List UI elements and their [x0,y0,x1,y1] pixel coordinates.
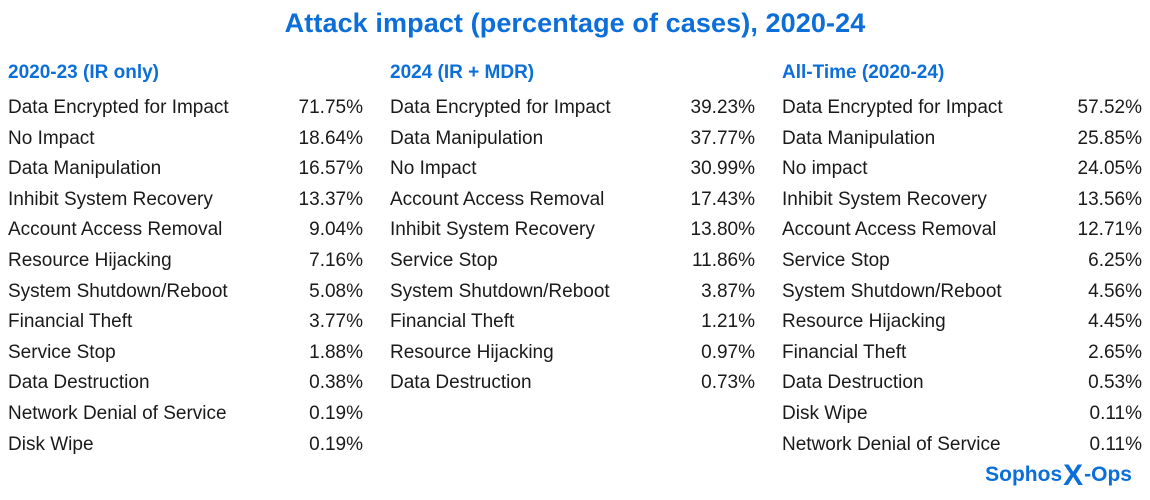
table-row [8,430,363,461]
row-label: Financial Theft [390,311,515,333]
row-label: Data Destruction [782,372,924,394]
table-row [782,368,1142,399]
column-all-time [782,62,1150,460]
row-value: 1.21% [701,311,755,333]
row-value: 4.45% [1088,311,1142,333]
logo-ops-text: -Ops [1084,463,1132,486]
row-label: No Impact [8,127,95,149]
table-row [390,338,755,369]
row-value: 17.43% [690,188,755,210]
table-row [8,124,363,155]
column-rows [782,93,1150,460]
table-row [8,338,363,369]
row-label: Resource Hijacking [390,341,554,363]
table-row [782,338,1142,369]
table-row [782,124,1142,155]
row-value: 1.88% [309,341,363,363]
page-title: Attack impact (percentage of cases), 2020-24 [284,8,866,38]
row-value: 4.56% [1088,280,1142,302]
row-value: 0.38% [309,372,363,394]
row-value: 3.87% [701,280,755,302]
row-label: System Shutdown/Reboot [390,280,610,302]
column-rows [390,93,782,399]
row-label: Data Manipulation [390,127,544,149]
table-row [8,185,363,216]
row-label: Data Encrypted for Impact [782,97,1003,118]
row-value: 7.16% [309,249,363,271]
table-row [8,215,363,246]
row-label: Network Denial of Service [782,433,1001,455]
row-label: Account Access Removal [390,188,605,210]
row-value: 11.86% [691,249,755,271]
table-row [782,399,1142,430]
table-row [8,246,363,277]
table-row [390,185,755,216]
row-value: 25.85% [1077,127,1142,149]
table-row [782,246,1142,277]
row-value: 16.57% [298,158,363,180]
table-row [390,124,755,155]
table-row [390,154,755,185]
row-label: Financial Theft [8,311,133,333]
row-label: Data Encrypted for Impact [8,97,229,118]
row-label: Resource Hijacking [8,249,172,271]
row-value: 13.56% [1077,188,1142,210]
row-value: 0.19% [309,433,363,455]
table-row [390,368,755,399]
sophos-x-ops-logo [985,460,1132,490]
table-row [8,368,363,399]
row-value: 9.04% [309,219,363,241]
table-row [8,277,363,308]
row-value: 0.11% [1089,402,1142,424]
row-value: 0.53% [1088,372,1142,394]
row-label: Inhibit System Recovery [390,219,595,241]
row-label: Data Destruction [8,372,150,394]
row-label: Financial Theft [782,341,907,363]
table-row [390,215,755,246]
row-label: Resource Hijacking [782,311,946,333]
row-label: System Shutdown/Reboot [782,280,1002,302]
table-row [782,185,1142,216]
row-value: 13.37% [298,188,363,210]
table-row [390,246,755,277]
row-label: No impact [782,158,868,180]
row-label: Service Stop [782,249,890,271]
table-row [782,93,1142,124]
row-label: Data Destruction [390,372,532,394]
row-label: Data Manipulation [8,158,162,180]
impact-table [0,62,1150,460]
row-value: 30.99% [690,158,755,180]
row-value: 0.73% [701,372,755,394]
row-label: Service Stop [8,341,116,363]
row-value: 0.11% [1089,433,1142,455]
row-value: 5.08% [309,280,363,302]
row-label: Disk Wipe [8,433,94,455]
row-label: Data Encrypted for Impact [390,97,611,118]
table-row [390,93,755,124]
row-label: Account Access Removal [782,219,997,241]
table-row [8,399,363,430]
table-row [8,154,363,185]
row-value: 6.25% [1088,249,1142,271]
row-label: Inhibit System Recovery [782,188,987,210]
row-label: Service Stop [390,249,498,271]
logo-sophos-text: Sophos [985,463,1063,486]
row-label: Network Denial of Service [8,402,227,424]
row-value: 37.77% [690,127,755,149]
table-row [782,307,1142,338]
column-header: All-Time (2020-24) [782,62,945,83]
row-value: 24.05% [1077,158,1142,180]
column-header: 2020-23 (IR only) [8,62,159,83]
table-row [782,277,1142,308]
row-value: 2.65% [1088,341,1142,363]
column-2024 [390,62,782,460]
row-value: 13.80% [690,219,755,241]
row-label: Disk Wipe [782,402,868,424]
logo-x-icon: X [1063,459,1084,492]
row-label: Account Access Removal [8,219,223,241]
table-row [782,215,1142,246]
table-row [782,430,1142,461]
table-row [390,277,755,308]
column-2020-23 [0,62,390,460]
row-label: Inhibit System Recovery [8,188,213,210]
row-value: 12.71% [1077,219,1142,241]
table-row [390,307,755,338]
row-value: 0.97% [701,341,755,363]
table-row [8,307,363,338]
row-label: System Shutdown/Reboot [8,280,228,302]
table-row [8,93,363,124]
row-label: Data Manipulation [782,127,936,149]
row-value: 39.23% [690,97,755,118]
row-label: No Impact [390,158,477,180]
column-header: 2024 (IR + MDR) [390,62,535,83]
table-row [782,154,1142,185]
row-value: 71.75% [298,97,363,118]
row-value: 57.52% [1077,97,1142,118]
row-value: 18.64% [298,127,363,149]
column-rows [8,93,390,460]
row-value: 3.77% [309,311,363,333]
row-value: 0.19% [309,402,363,424]
